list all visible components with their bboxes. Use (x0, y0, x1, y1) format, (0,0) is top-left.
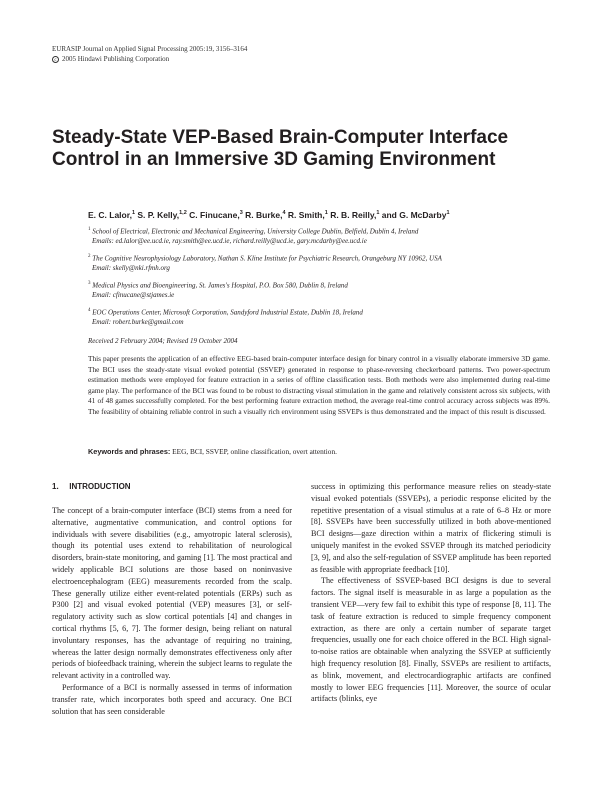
paragraph: success in optimizing this performance measure relies on steady-state visual evoked potentials (SSVEPs), a periodic response elicited by the repetitive presentation of a visual stimulus at a rate of 6–8 Hz or more [8]. SSVEPs have been successfully utilized in both above-mentioned BCI designs—gaze direction within a matrix of flickering stimuli is uniquely manifest in the evoked SSVEP through its matched periodicity [3, 9], and also the self-regulation of SSVEP amplitude has been reported as feasible with appropriate feedback [10]. (311, 482, 551, 574)
title-line-2: Control in an Immersive 3D Gaming Environment (52, 149, 496, 170)
paragraph: Performance of a BCI is normally assessed in terms of information transfer rate, which incorporates both speed and accuracy. One BCI solution that has seen considerable (52, 682, 292, 716)
author: R. Burke,$^4$ (245, 210, 286, 220)
author: R. Smith,$^1$ (287, 210, 328, 220)
affiliation-email: Email: skelly@nki.rfmh.org (92, 263, 170, 272)
affiliation-4: $^4$ EOC Operations Center, Microsoft Corporation, Sandyford Industrial Estate, Dublin 18, Ireland Email: robert.burke@gmail.com (88, 308, 363, 326)
copyright-text: 2005 Hindawi Publishing Corporation (62, 55, 170, 63)
copyright-icon: c (52, 56, 59, 63)
section-heading (52, 482, 131, 491)
abstract: This paper presents the application of an effective EEG-based brain-computer interface design for binary control in a visually elaborate immersive 3D game. The BCI uses the steady-state visual evoked potential (SSVEP) generated in response to phase-reversing checkerboard patterns. Two power-spectrum estimation methods were employed for feature extraction in a series of offline classification tests. Both methods were also implemented during real-time game play. The performance of the BCI was found to be robust to distracting visual stimulation in the game and relatively consistent across six subjects, with 41 of 48 games successfully completed. For the best performing feature extraction method, the average real-time control accuracy across subjects was 89%. The feasibility of obtaining reliable control in such a visually rich environment using SSVEPs is thus demonstrated and the impact of this result is discussed. (88, 354, 550, 416)
affiliation-email: Email: robert.burke@gmail.com (92, 317, 184, 326)
keywords-text: EEG, BCI, SSVEP, online classification, overt attention. (172, 447, 337, 456)
keywords-label: Keywords and phrases: (88, 447, 171, 456)
title-line-1: Steady-State VEP-Based Brain-Computer Interface (52, 127, 509, 148)
received-dates: Received 2 February 2004; Revised 19 October 2004 (88, 337, 238, 345)
body-column-left (52, 505, 292, 717)
affiliation-email: Emails: ed.lalor@ee.ucd.ie, ray.smith@ee.ucd.ie, richard.reilly@ucd.ie, gary.mcdarby@ee.ucd.ie (92, 236, 367, 245)
paragraph: The effectiveness of SSVEP-based BCI designs is due to several factors. The signal itself is measurable in as large a population as the transient VEP—very few fail to exhibit this type of response [8, 11]. The task of feature extraction is reduced to simple frequency component extraction, as there are only a certain number of separate target frequencies, usually one for each choice offered in the BCI. High signal-to-noise ratios are obtainable when analyzing the SSVEP at sufficiently high frequency resolution [8]. Finally, SSVEPs are resilient to artifacts, as blink, movement, and electrocardiographic artifacts are confined mostly to lower EEG frequencies [11]. Moreover, the source of ocular artifacts (blinks, eye (311, 576, 551, 704)
author: and G. McDarby$^1$ (381, 210, 450, 220)
journal-citation: EURASIP Journal on Applied Signal Processing 2005:19, 3156–3164 (52, 45, 248, 53)
body-column-right (311, 481, 551, 705)
keywords (88, 447, 337, 456)
copyright-line (52, 54, 247, 64)
affiliation-email: Email: cfinucane@stjames.ie (92, 290, 175, 299)
journal-header (52, 44, 247, 64)
affiliation-2: $^2$ The Cognitive Neurophysiology Laboratory, Nathan S. Kline Institute for Psychiatric Research, Orangeburg NY 10962, USA Email: skelly@nki.rfmh.org (88, 254, 442, 272)
author: S. P. Kelly,$^{1,2}$ (137, 210, 187, 220)
paragraph: The concept of a brain-computer interface (BCI) stems from a need for alternative, augmentative communication, and control options for individuals with severe disabilities (e.g., amyotropic lateral sclerosis), though its potential uses extend to rehabilitation of neurological disorders, brain-state monitoring, and gaming [1]. The most practical and widely applicable BCI solutions are those based on noninvasive electroencephalogram (EEG) measurements recorded from the scalp. These generally utilize either event-related potentials (ERPs) such as P300 [2] and visual evoked potential (VEP) measures [3], or self-regulatory activity such as slow cortical potentials [4] and changes in cortical rhythms [5, 6, 7]. The former design, being reliant on natural involuntary responses, has the advantage of requiring no training, whereas the latter design normally demonstrates effectiveness only after periods of biofeedback training, wherein the subject learns to regulate the relevant activity in a controlled way. (52, 506, 292, 681)
affiliation-3: $^3$ Medical Physics and Bioengineering, St. James's Hospital, P.O. Box 580, Dublin 8, Ireland Email: cfinucane@stjames.ie (88, 281, 348, 299)
author: R. B. Reilly,$^1$ (330, 210, 380, 220)
affiliation-1: $^1$ School of Electrical, Electronic and Mechanical Engineering, University College Dublin, Belfield, Dublin 4, Ireland Emails: ed.lalor@ee.ucd.ie, ray.smith@ee.ucd.ie, richard.reilly@ucd.ie, gary.mcdarby@ee.ucd.ie (88, 227, 419, 245)
paper-title (52, 127, 552, 171)
author-list (88, 210, 450, 220)
section-title: INTRODUCTION (69, 482, 131, 491)
section-number: 1. (52, 482, 59, 491)
author: E. C. Lalor,$^1$ (88, 210, 135, 220)
author: C. Finucane,$^3$ (189, 210, 243, 220)
